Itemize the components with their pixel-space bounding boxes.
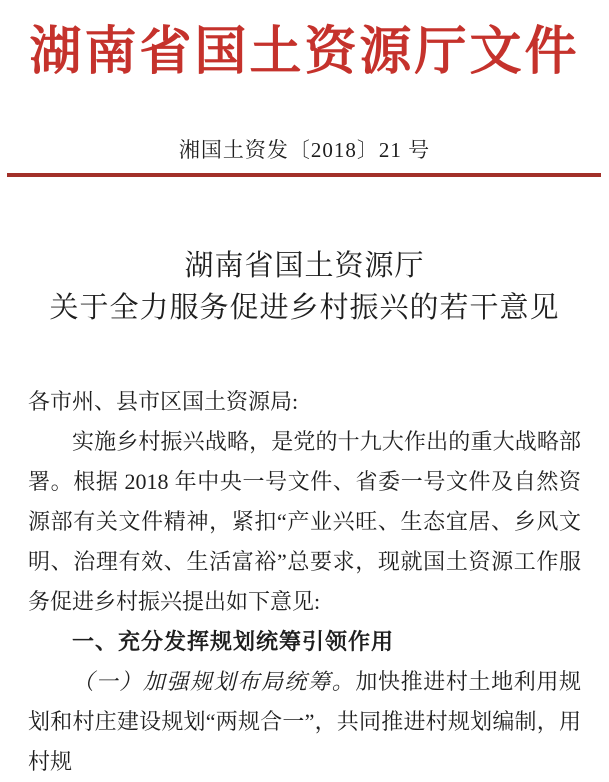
document-body (0, 382, 609, 782)
intro-paragraph: 实施乡村振兴战略，是党的十九大作出的重大战略部署。根据 2018 年中央一号文件、省委一号文件及自然资源部有关文件精神，紧扣“产业兴旺、生态宜居、乡风文明、治理有效、生活富裕”总要求，现就国土资源工作服务促进乡村振兴提出如下意见: (28, 428, 581, 614)
item1-paragraph (28, 662, 581, 782)
doc-title-line1: 湖南省国土资源厅 (184, 249, 425, 282)
doc-title (0, 245, 609, 329)
section1-heading: 一、充分发挥规划统筹引领作用 (72, 628, 395, 654)
letterhead-title: 湖南省国土资源厅文件 (29, 24, 580, 81)
doc-title-line2: 关于全力服务促进乡村振兴的若干意见 (49, 291, 560, 324)
item1-body-text: 加快推进村土地利用规划和村庄建设规划“两规合一”，共同推进村规划编制，用村规 (28, 668, 581, 774)
doc-number: 湘国土资发〔2018〕21 号 (178, 137, 431, 162)
letterhead (0, 0, 609, 94)
item1-lead: （一）加强规划布局统筹。 (72, 668, 356, 694)
red-divider-line (7, 173, 601, 177)
salutation: 各市州、县市区国土资源局: (28, 388, 299, 414)
